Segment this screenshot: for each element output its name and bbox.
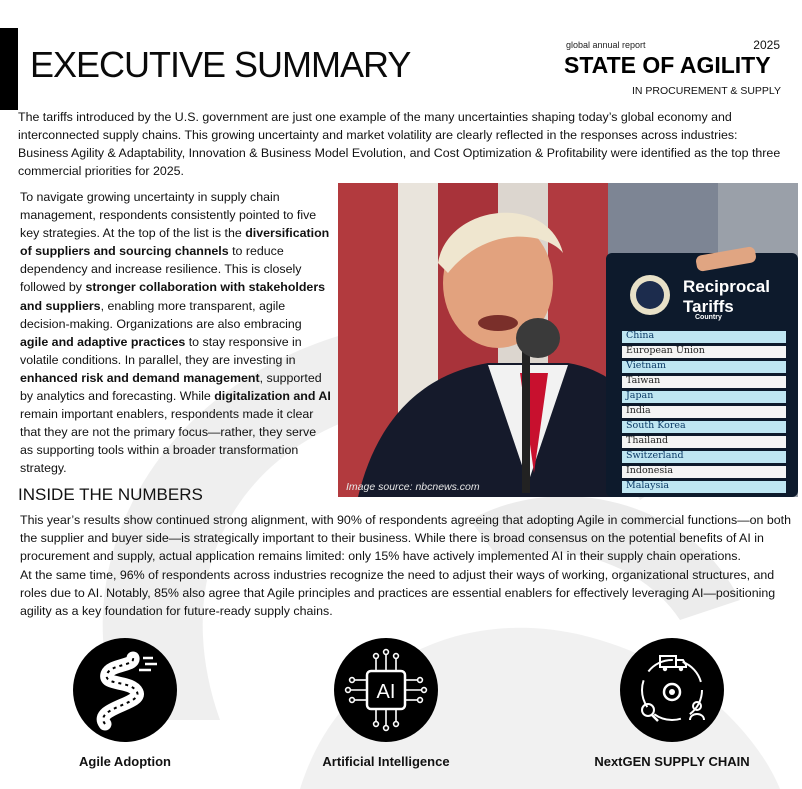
strategy-digitalization: digitalization and AI — [214, 389, 331, 404]
country-label: Taiwan — [626, 375, 661, 386]
country-label: South Korea — [626, 420, 686, 431]
country-label: Malaysia — [626, 480, 670, 491]
inside-numbers-heading: INSIDE THE NUMBERS — [18, 485, 203, 504]
title-accent-bar — [0, 28, 18, 110]
ai-label: Artificial Intelligence — [322, 754, 450, 769]
nextgen-label: NextGEN SUPPLY CHAIN — [594, 754, 750, 769]
strategies-text-4: to stay responsive in volatile conditions. In parallel, they are investing in — [20, 334, 302, 367]
board-title: Reciprocal Tariffs — [683, 277, 770, 316]
country-label: Vietnam — [626, 360, 666, 371]
strategies-text-6: remain important enablers, respondents made it clear that they are not the primary focus—rather, they serve as supporting tools within a broader transformation strategy. — [20, 407, 317, 476]
strategy-diversification: diversification of suppliers and sourcing channels — [20, 226, 330, 259]
strategies-text-5: , supported by analytics and forecasting. While — [20, 370, 322, 404]
report-year: 2025 — [753, 38, 780, 52]
winding-road-icon — [73, 638, 177, 742]
country-label: India — [626, 405, 651, 416]
ai-chip-text: AI — [376, 681, 396, 703]
strategies-paragraph — [20, 188, 332, 478]
strategies-text-3: , enabling more transparent, agile decision-making. Organizations are also embracing — [20, 298, 302, 331]
agile-adoption-label: Agile Adoption — [79, 754, 171, 769]
ai-chip-icon — [334, 638, 438, 742]
report-kicker: global annual report — [566, 40, 646, 50]
country-label: Thailand — [626, 435, 669, 446]
supply-chain-cycle-icon — [620, 638, 724, 742]
agile-adoption-badge — [73, 638, 177, 742]
country-label: European Union — [626, 345, 705, 356]
ai-badge — [334, 638, 438, 742]
strategies-text-1: To navigate growing uncertainty in supply chain management, respondents consistently pointed to five key strategies. At the top of the list is the — [20, 190, 317, 241]
page-title: EXECUTIVE SUMMARY — [30, 44, 411, 85]
country-label: Japan — [626, 390, 654, 401]
country-label: Switzerland — [626, 450, 684, 461]
report-name: STATE OF AGILITY — [564, 52, 771, 78]
board-column-header: Country — [695, 314, 722, 321]
inside-numbers-paragraph-2: At the same time, 96% of respondents across industries recognize the need to adjust their ways of working, organizational structures, and roles due to AI. Notably, 85% also agree that Agile principles and practices are essential enablers for effectively leveraging AI—positioning agility as a key foundation for future-ready supply chains. — [20, 567, 776, 619]
country-label: Indonesia — [626, 465, 673, 476]
news-photo — [338, 183, 798, 497]
strategy-agile-practices: agile and adaptive practices — [20, 334, 186, 349]
intro-paragraph: The tariffs introduced by the U.S. government are just one example of the many uncertainties shaping today’s global economy and interconnected supply chains. This growing uncertainty and market volatility are clearly reflected in the responses across industries: Business Agility & Adaptability, Innovation & Business Model Evolution, and Cost Optimization & Profitability were identified as the top three commercial priorities for 2025. — [18, 110, 781, 178]
photo-caption: Image source: nbcnews.com — [346, 481, 480, 493]
strategy-risk-management: enhanced risk and demand management — [20, 370, 260, 385]
strategy-collaboration: stronger collaboration with stakeholders and suppliers — [20, 280, 326, 313]
inside-numbers-paragraph-1: This year’s results show continued strong alignment, with 90% of respondents agreeing that adopting Agile in commercial functions—on both the supplier and buyer side—is strategically important to their business. While there is broad consensus on the potential benefits of AI in procurement and supply, actual application remains limited: only 15% have actively implemented AI in their supply chain operations. — [20, 513, 791, 564]
country-label: China — [626, 330, 655, 341]
strategies-text-2: to reduce dependency and increase resilience. This is closely followed by — [20, 244, 302, 295]
inside-numbers-text — [20, 511, 792, 620]
report-subtitle: IN PROCUREMENT & SUPPLY — [632, 85, 781, 97]
nextgen-badge — [620, 638, 724, 742]
